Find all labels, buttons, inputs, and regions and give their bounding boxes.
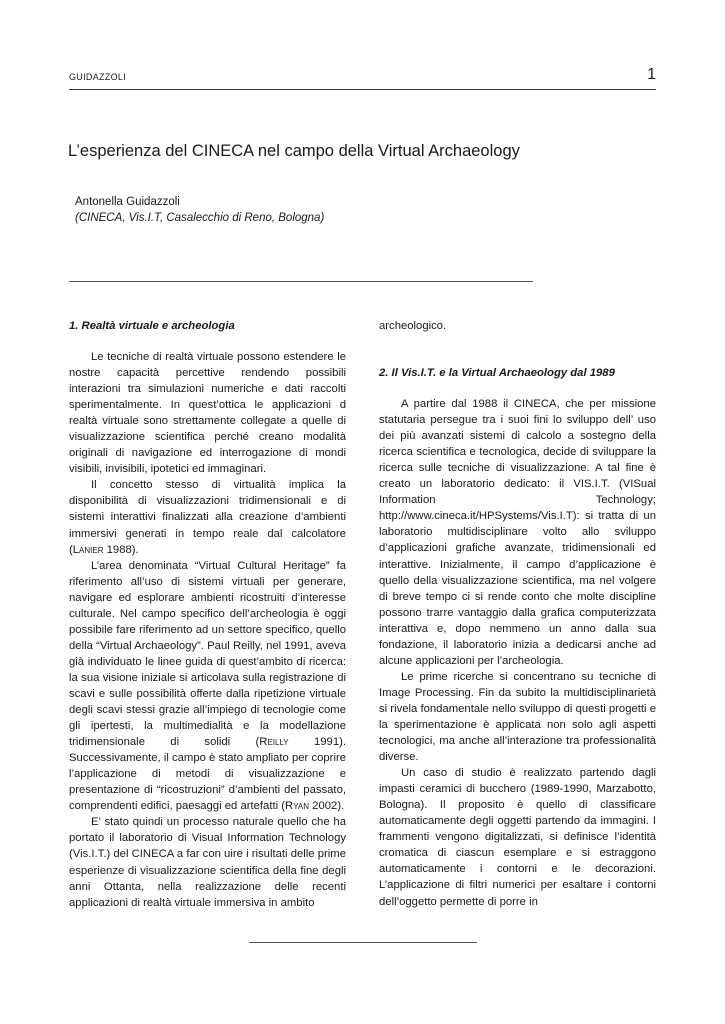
section-1-paragraph-3 (69, 558, 346, 815)
running-head: GUIDAZZOLI (69, 72, 127, 82)
citation-author: Ryan (285, 800, 310, 813)
citation-author: Lanier (72, 543, 104, 556)
page-number: 1 (647, 66, 656, 83)
citation-author: Reilly (259, 736, 289, 749)
section-2-heading: 2. Il Vis.I.T. e la Virtual Archaeology dal 1989 (379, 367, 615, 380)
paragraph-text: 2002). (309, 800, 345, 813)
left-column (69, 318, 346, 911)
section-1-paragraph-4: E’ stato quindi un processo naturale quello che ha portato il laboratorio di Visual Information Technology (Vis.I.T.) del CINECA a far con uire i risultati delle prime esperienze di visualizzazione scientifica della fine degli anni Ottanta, nella realizzazione delle recenti applicazioni di realtà virtuale immersiva in ambito (69, 816, 346, 909)
right-column (379, 318, 656, 910)
author-name: Antonella Guidazzoli (75, 196, 180, 208)
paragraph-text: L’area denominata “Virtual Cultural Heritage” fa riferimento all’uso di sistemi virtuali per generare, navigare ed esplorare ambienti ricostruiti d’interesse culturale. Nel campo specifico dell’archeologia è oggi possibile fare riferimento ad un settore specifico, quello della “Virtual Archaeology”. Paul Reilly, nel 1991, aveva già individuato le linee guida di quest’ambito di ricerca: la sua visione iniziale si articolava sulla registrazione di scavi e sulle possibilità offerte dalla ripetizione virtuale degli scavi stessi grazie all’impiego di tecnologie come gli ipertesti, la multimedialità e la modellazione tridimensionale di solidi ( (69, 559, 346, 749)
paragraph-text: 1988). (103, 543, 139, 556)
footer-rule (249, 942, 477, 943)
section-1-paragraph-1: Le tecniche di realtà virtuale possono estendere le nostre capacità percettive rendendo possibili interazioni tra simulazioni numeriche e dati raccolti sperimentalmente. In quest’ottica le applicazioni d realtà virtuale sono strettamente collegate a quelle di visualizzazione scientifica perché creano modalità originali di navigazione ed interrogazione di mondi visibili, invisibili, ipotetici ed immaginari. (69, 351, 346, 476)
section-2-paragraph-2: Le prime ricerche si concentrano su tecniche di Image Processing. Fin da subito la multidisciplinarietà si rivela fondamentale nello sviluppo di questi progetti e la sperimentazione è applicata non solo agli aspetti tecnologici, ma anche all’interazione tra professionalità diverse. (379, 670, 656, 764)
paragraph-text: 1991). Successivamente, il campo è stato ampliato per coprire l’applicazione di metodi di visualizzazione e presentazione di “ricostruzioni” d’ambienti del passato, comprendenti edifici, paesaggi ed artefatti ( (69, 736, 347, 813)
article-title: L’esperienza del CINECA nel campo della Virtual Archaeology (68, 142, 520, 160)
paragraph-text: Il concetto stesso di virtualità implica la disponibilità di visualizzazioni tridimensionali e di sistemi interattivi finalizzati alla creazione d’ambienti immersivi generati in tempo reale dal calcolatore ( (69, 479, 346, 556)
section-1-paragraph-2 (69, 477, 346, 557)
section-1-heading: 1. Realtà virtuale e archeologia (69, 320, 235, 332)
header-rule (69, 89, 656, 90)
section-2-paragraph-1: A partire dal 1988 il CINECA, che per missione statutaria persegue tra i suoi fini lo sviluppo dell’ uso dei più avanzati sistemi di calcolo a sostegno della ricerca scientifica e tecnologica, decide di sviluppare la ricerca sulle tecniche di visualizzazione. A tal fine è creato un laboratorio dedicato: il VIS.I.T. (VISual Information Technology; http://www.cineca.it/HPSystems/Vis.I.T): si tratta di un laboratorio multidisciplinare volto allo sviluppo d’applicazioni grafiche avanzate, tridimensionali ed interattive. Inizialmente, il campo d’applicazione è quello della visualizzazione scientifica, ma nel volgere di breve tempo ci si rende conto che molte discipline possono trarre vantaggio dalla grafica computerizzata interattiva e, dopo nemmeno un anno dalla sua fondazione, il laboratorio inizia a dedicarsi anche ad alcune applicazioni per l’archeologia. (379, 398, 656, 667)
section-2-paragraph-3: Un caso di studio è realizzato partendo dagli impasti ceramici di bucchero (1989-1990, Marzabotto, Bologna). Il proposito è quello di classificare automaticamente degli oggetti partendo da immagini. I frammenti vengono digitalizzati, si definisce l’identità cromatica di ciascun esemplare e si estraggono automaticamente i contorni e le decorazioni. L’applicazione di filtri numerici per esaltare i contorni dell’oggetto permette di porre in (379, 767, 656, 908)
section-1-paragraph-4-continued: archeologico. (379, 320, 447, 332)
author-affiliation: (CINECA, Vis.I.T, Casalecchio di Reno, Bologna) (75, 212, 325, 224)
title-rule (69, 281, 533, 282)
